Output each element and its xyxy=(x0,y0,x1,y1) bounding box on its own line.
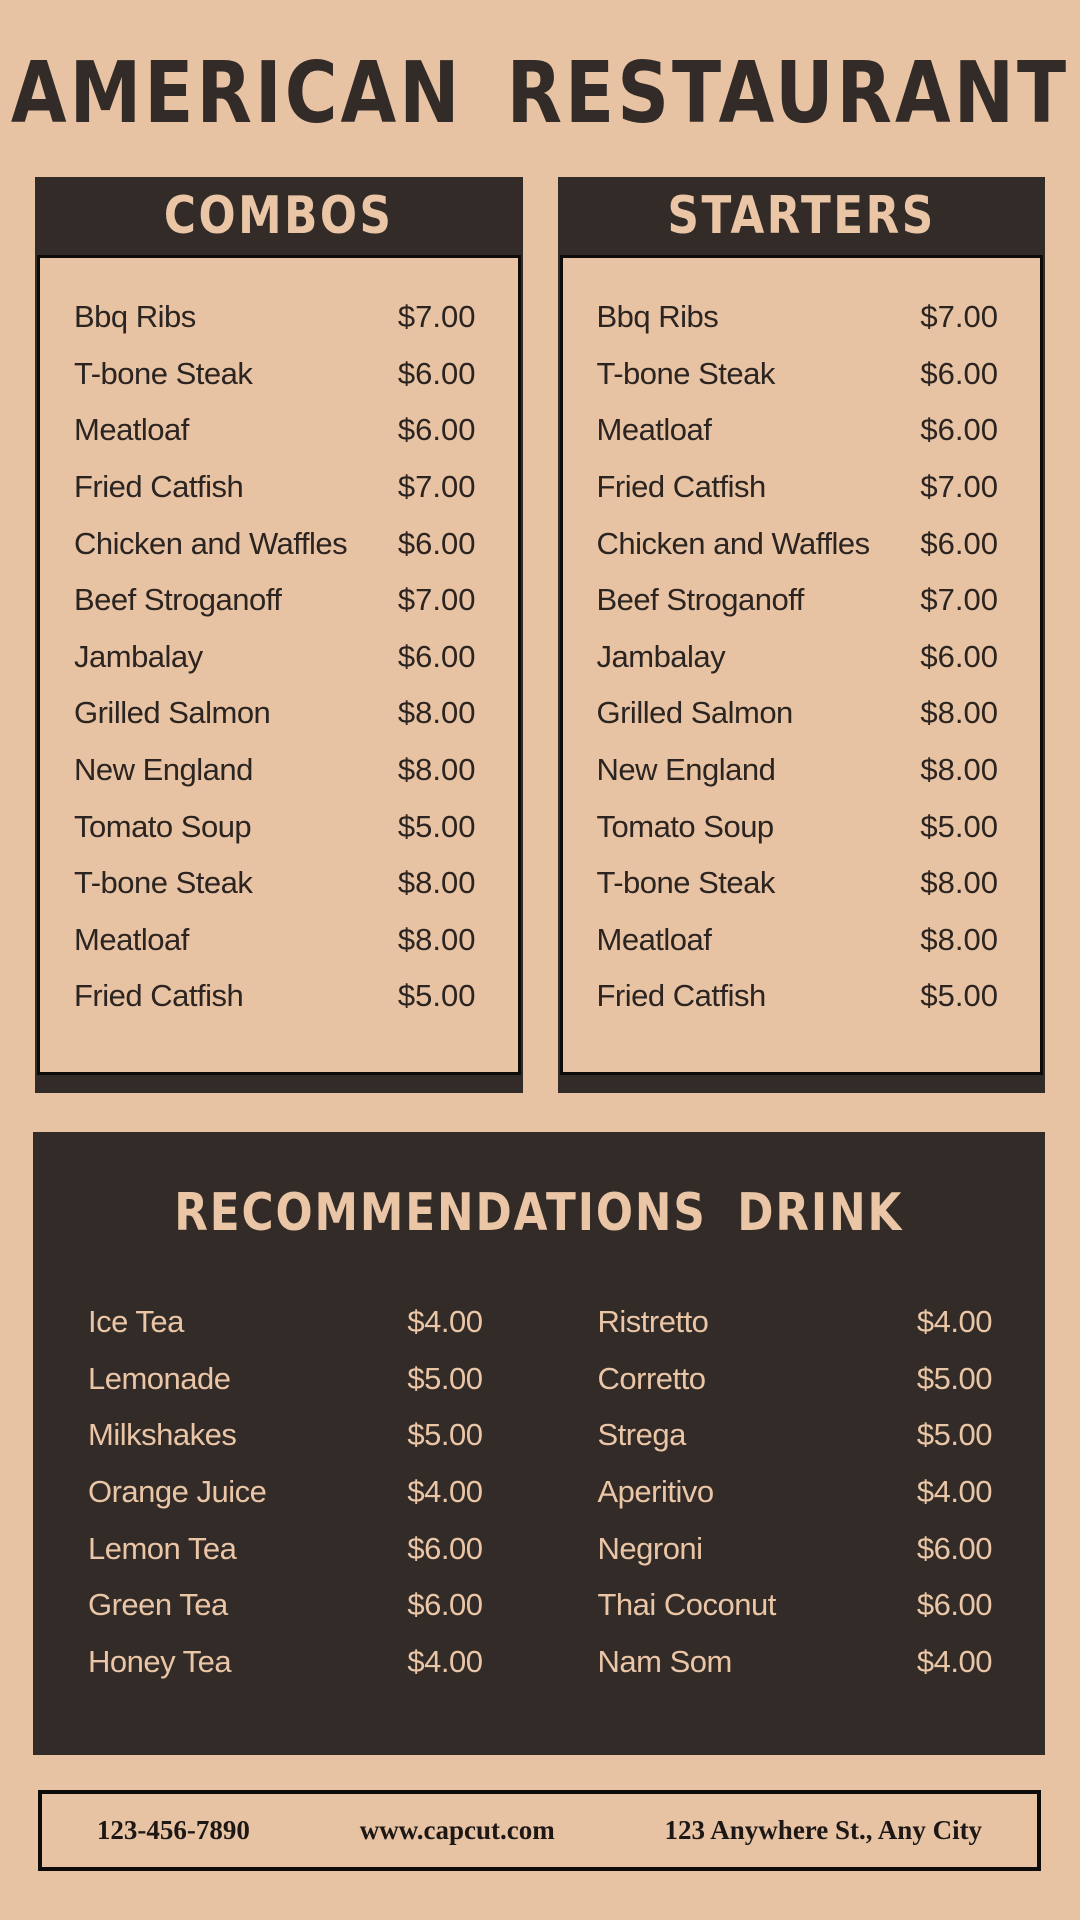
item-name: New England xyxy=(596,752,776,788)
item-name: Fried Catfish xyxy=(596,469,766,505)
drink-item-row xyxy=(88,1520,483,1577)
drink-item-row xyxy=(598,1464,993,1521)
item-price: $8.00 xyxy=(397,752,476,788)
item-price: $7.00 xyxy=(397,469,476,505)
menu-item-row xyxy=(74,402,476,459)
drink-item-row xyxy=(598,1407,993,1464)
item-price: $5.00 xyxy=(920,808,998,844)
item-name: Milkshakes xyxy=(88,1417,237,1453)
item-name: Meatloaf xyxy=(74,921,189,957)
item-name: Honey Tea xyxy=(88,1643,232,1679)
item-price: $5.00 xyxy=(920,978,998,1014)
combos-item-list xyxy=(37,255,521,1075)
item-price: $8.00 xyxy=(397,865,476,901)
menu-item-row xyxy=(597,855,999,912)
item-price: $5.00 xyxy=(397,808,476,844)
menu-item-row xyxy=(597,346,999,403)
item-name: Tomato Soup xyxy=(596,808,774,844)
item-price: $8.00 xyxy=(920,695,998,731)
item-name: Beef Stroganoff xyxy=(596,582,804,618)
drinks-title xyxy=(33,1181,1045,1243)
item-price: $8.00 xyxy=(920,921,998,957)
menu-item-row xyxy=(597,685,999,742)
item-price: $6.00 xyxy=(407,1530,483,1566)
item-price: $6.00 xyxy=(397,355,476,391)
item-name: New England xyxy=(74,752,253,788)
item-name: Fried Catfish xyxy=(74,978,244,1014)
item-name: Fried Catfish xyxy=(596,978,766,1014)
footer-address: 123 Anywhere St., Any City xyxy=(664,1815,983,1845)
drinks-column-right xyxy=(598,1294,993,1690)
item-price: $7.00 xyxy=(920,299,998,335)
item-name: Chicken and Waffles xyxy=(74,525,348,561)
drink-item-row xyxy=(88,1464,483,1521)
item-name: Corretto xyxy=(597,1360,706,1396)
item-name: Beef Stroganoff xyxy=(74,582,282,618)
menu-item-row xyxy=(74,968,476,1025)
drink-item-row xyxy=(598,1577,993,1634)
menu-item-row xyxy=(74,855,476,912)
menu-item-row xyxy=(74,798,476,855)
item-price: $6.00 xyxy=(916,1587,992,1623)
item-price: $6.00 xyxy=(397,638,476,674)
item-name: Meatloaf xyxy=(74,412,189,448)
drinks-section xyxy=(33,1132,1045,1755)
menu-item-row xyxy=(597,912,999,969)
menu-item-row xyxy=(74,346,476,403)
menu-panels xyxy=(35,177,1045,1093)
item-price: $6.00 xyxy=(397,412,476,448)
menu-item-row xyxy=(74,629,476,686)
drink-item-row xyxy=(88,1634,483,1691)
item-name: Aperitivo xyxy=(597,1474,714,1510)
menu-item-row xyxy=(597,572,999,629)
drink-item-row xyxy=(88,1407,483,1464)
item-price: $5.00 xyxy=(916,1417,992,1453)
item-price: $5.00 xyxy=(916,1360,992,1396)
combos-panel-title: COMBOS xyxy=(163,186,394,246)
item-price: $6.00 xyxy=(920,412,998,448)
item-price: $6.00 xyxy=(920,638,998,674)
menu-item-row xyxy=(74,912,476,969)
item-name: Strega xyxy=(597,1417,686,1453)
starters-panel xyxy=(558,177,1046,1093)
item-price: $6.00 xyxy=(397,525,476,561)
item-price: $7.00 xyxy=(397,582,476,618)
item-price: $5.00 xyxy=(407,1417,483,1453)
item-name: Fried Catfish xyxy=(74,469,244,505)
starters-item-list xyxy=(560,255,1044,1075)
item-price: $4.00 xyxy=(916,1304,992,1340)
menu-item-row xyxy=(74,685,476,742)
menu-item-row xyxy=(597,629,999,686)
footer-bar xyxy=(38,1790,1041,1871)
menu-item-row xyxy=(597,289,999,346)
menu-item-row xyxy=(74,572,476,629)
menu-item-row xyxy=(597,459,999,516)
drink-item-row xyxy=(598,1294,993,1351)
starters-panel-title: STARTERS xyxy=(667,186,936,246)
drinks-title-text: RECOMMENDATIONS DRINK xyxy=(174,1181,904,1243)
drink-item-row xyxy=(88,1294,483,1351)
item-price: $6.00 xyxy=(916,1530,992,1566)
menu-item-row xyxy=(74,742,476,799)
item-name: T-bone Steak xyxy=(74,865,253,901)
combos-panel xyxy=(35,177,523,1093)
item-name: T-bone Steak xyxy=(74,355,253,391)
item-name: Bbq Ribs xyxy=(74,299,196,335)
starters-panel-header xyxy=(560,177,1044,255)
item-name: Green Tea xyxy=(88,1587,228,1623)
item-name: Meatloaf xyxy=(596,921,712,957)
item-price: $7.00 xyxy=(397,299,476,335)
menu-item-row xyxy=(597,402,999,459)
item-name: Lemonade xyxy=(88,1360,231,1396)
item-name: T-bone Steak xyxy=(596,355,775,391)
item-name: Jambalay xyxy=(596,638,726,674)
item-price: $4.00 xyxy=(407,1643,483,1679)
item-price: $8.00 xyxy=(920,752,998,788)
drink-item-row xyxy=(598,1634,993,1691)
item-price: $4.00 xyxy=(916,1643,992,1679)
item-name: Jambalay xyxy=(74,638,203,674)
menu-item-row xyxy=(597,515,999,572)
item-name: Thai Coconut xyxy=(597,1587,776,1623)
page-title xyxy=(0,42,1080,143)
item-price: $4.00 xyxy=(407,1474,483,1510)
item-name: T-bone Steak xyxy=(596,865,775,901)
item-name: Meatloaf xyxy=(596,412,712,448)
drink-item-row xyxy=(598,1520,993,1577)
item-name: Ristretto xyxy=(597,1304,709,1340)
item-name: Grilled Salmon xyxy=(74,695,271,731)
item-name: Grilled Salmon xyxy=(596,695,793,731)
item-name: Chicken and Waffles xyxy=(596,525,870,561)
drink-item-row xyxy=(88,1577,483,1634)
menu-item-row xyxy=(74,515,476,572)
combos-panel-header xyxy=(37,177,521,255)
item-price: $5.00 xyxy=(407,1360,483,1396)
item-name: Nam Som xyxy=(597,1643,732,1679)
page-title-text: AMERICAN RESTAURANT xyxy=(10,42,1070,143)
footer-phone: 123-456-7890 xyxy=(96,1815,250,1845)
item-price: $5.00 xyxy=(397,978,476,1014)
item-price: $6.00 xyxy=(920,355,998,391)
drinks-column-left xyxy=(88,1294,483,1690)
menu-item-row xyxy=(597,968,999,1025)
item-name: Lemon Tea xyxy=(88,1530,237,1566)
item-price: $4.00 xyxy=(407,1304,483,1340)
menu-item-row xyxy=(597,798,999,855)
item-price: $6.00 xyxy=(407,1587,483,1623)
item-name: Tomato Soup xyxy=(74,808,252,844)
item-name: Negroni xyxy=(597,1530,703,1566)
item-name: Bbq Ribs xyxy=(596,299,719,335)
item-name: Orange Juice xyxy=(88,1474,267,1510)
item-price: $7.00 xyxy=(920,469,998,505)
drink-item-row xyxy=(88,1351,483,1408)
item-price: $8.00 xyxy=(397,921,476,957)
item-price: $4.00 xyxy=(916,1474,992,1510)
menu-item-row xyxy=(597,742,999,799)
item-price: $8.00 xyxy=(920,865,998,901)
item-price: $7.00 xyxy=(920,582,998,618)
item-price: $8.00 xyxy=(397,695,476,731)
drinks-grid xyxy=(33,1294,1045,1690)
footer-website: www.capcut.com xyxy=(359,1815,555,1845)
menu-item-row xyxy=(74,289,476,346)
item-name: Ice Tea xyxy=(88,1304,184,1340)
drink-item-row xyxy=(598,1351,993,1408)
menu-item-row xyxy=(74,459,476,516)
item-price: $6.00 xyxy=(920,525,998,561)
